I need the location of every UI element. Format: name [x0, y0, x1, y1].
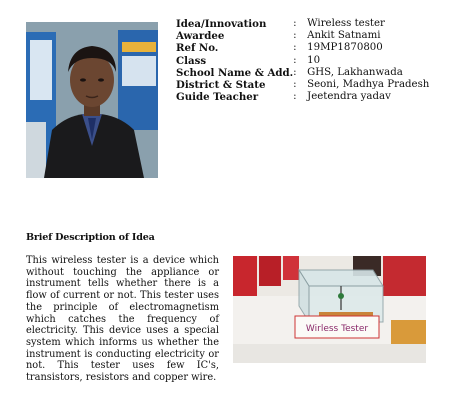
detail-row	[176, 79, 456, 91]
description-heading: Brief Description of Idea	[26, 232, 155, 243]
detail-row	[176, 67, 456, 79]
innovation-photo	[233, 256, 426, 363]
photo-label-text: Wirless Tester	[305, 324, 369, 334]
detail-value: Jeetendra yadav	[307, 91, 391, 103]
detail-separator: :	[293, 79, 297, 91]
detail-value: 10	[307, 54, 321, 66]
awardee-details-table	[176, 18, 456, 103]
detail-label: Idea/Innovation	[176, 18, 267, 30]
detail-separator: :	[293, 18, 297, 29]
detail-row	[176, 91, 456, 103]
detail-value: GHS, Lakhanwada	[307, 66, 403, 78]
description-text: This wireless tester is a device which without touching the appliance or instrument tells whether there is a flow of current or not. This tester uses the principle of electromagnetism which catches the frequency of electricity. This device uses a special system which informs us whether the instrument is conducting electricity or not. This tester uses few IC's, transistors, resistors and copper wire.	[26, 255, 219, 384]
detail-label: District & State	[176, 79, 266, 92]
detail-row	[176, 42, 456, 54]
detail-separator: :	[293, 42, 297, 54]
detail-row	[176, 30, 456, 42]
detail-value: Seoni, Madhya Pradesh	[307, 79, 430, 91]
detail-separator: :	[293, 66, 297, 78]
detail-value: 19MP1870800	[307, 42, 383, 54]
detail-separator: :	[293, 54, 297, 66]
detail-label: Ref No.	[176, 42, 219, 55]
awardee-photo	[26, 22, 158, 178]
detail-row	[176, 55, 456, 67]
detail-separator: :	[293, 30, 297, 42]
detail-label: Awardee	[176, 30, 225, 43]
detail-separator: :	[293, 91, 297, 103]
detail-value: Wireless tester	[307, 18, 385, 29]
detail-value: Ankit Satnami	[307, 30, 381, 42]
detail-label: Guide Teacher	[176, 91, 259, 104]
detail-row	[176, 18, 456, 30]
detail-label: School Name & Add.	[176, 66, 294, 79]
detail-label: Class	[176, 54, 207, 67]
